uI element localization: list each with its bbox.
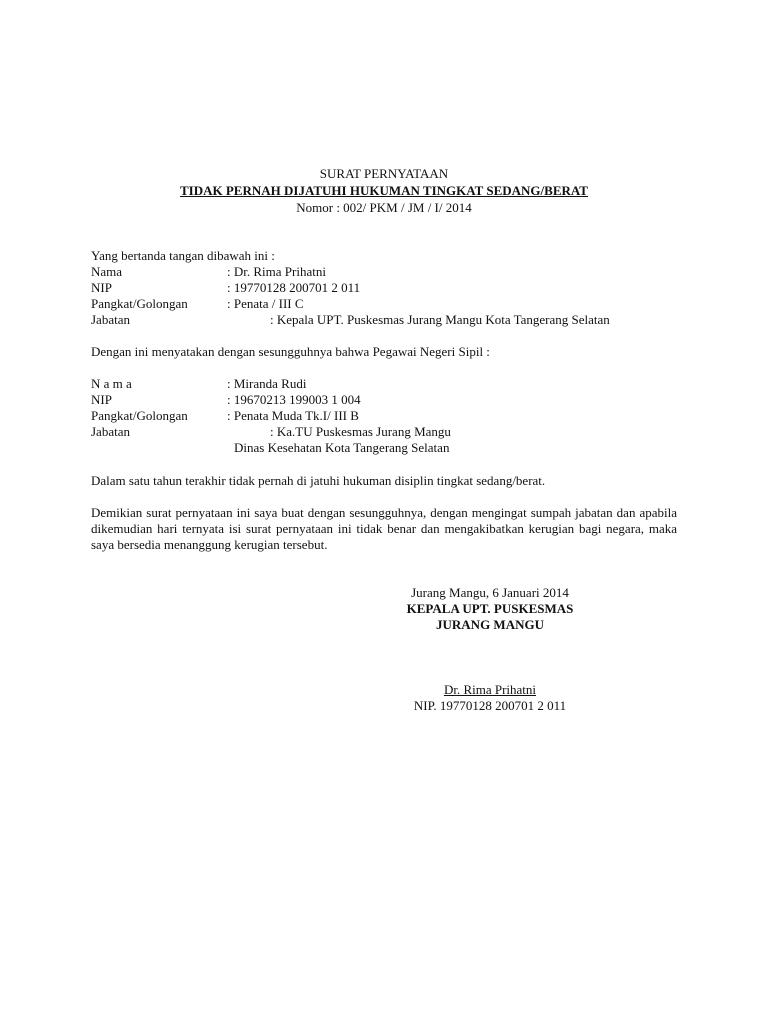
document-number: Nomor : 002/ PKM / JM / I/ 2014	[296, 200, 472, 215]
document-title: SURAT PERNYATAAN	[319, 166, 449, 181]
employee-name-label: N a m a	[91, 376, 132, 391]
signatory-nip-label: NIP	[91, 280, 112, 295]
signature-name: Dr. Rima Prihatni	[443, 682, 537, 697]
signatory-intro: Yang bertanda tangan dibawah ini :	[91, 248, 275, 263]
document-subtitle: TIDAK PERNAH DIJATUHI HUKUMAN TINGKAT SEDANG/BERAT	[180, 183, 588, 198]
employee-position-value: : Ka.TU Puskesmas Jurang Mangu	[270, 424, 451, 439]
signatory-name-label: Nama	[91, 264, 123, 279]
employee-nip-label: NIP	[91, 392, 112, 407]
signatory-rank-label: Pangkat/Golongan	[91, 296, 188, 311]
employee-position-label: Jabatan	[91, 424, 130, 439]
signatory-name-value: : Dr. Rima Prihatni	[227, 264, 326, 279]
signatory-position-value: : Kepala UPT. Puskesmas Jurang Mangu Kota Tangerang Selatan	[270, 312, 610, 327]
signature-place-date: Jurang Mangu, 6 Januari 2014	[411, 585, 569, 600]
signature-office-line2: JURANG MANGU	[436, 617, 544, 632]
closing-paragraph: Demikian surat pernyataan ini saya buat dengan sesungguhnya, dengan mengingat sumpah jabatan dan apabila dikemudian hari ternyata isi surat pernyataan ini tidak benar dan mengakibatkan kerugian bagi negara, maka saya bersedia menanggung kerugian tersebut.	[91, 505, 677, 552]
signature-nip: NIP. 19770128 200701 2 011	[413, 698, 567, 713]
employee-nip-value: : 19670213 199003 1 004	[227, 392, 361, 407]
signature-office-line1: KEPALA UPT. PUSKESMAS	[406, 601, 574, 616]
signatory-nip-value: : 19770128 200701 2 011	[227, 280, 361, 295]
employee-name-value: : Miranda Rudi	[227, 376, 307, 391]
signatory-rank-value: : Penata / III C	[227, 296, 304, 311]
employee-rank-label: Pangkat/Golongan	[91, 408, 188, 423]
signatory-position-label: Jabatan	[91, 312, 130, 327]
employee-rank-value: : Penata Muda Tk.I/ III B	[227, 408, 359, 423]
employee-intro: Dengan ini menyatakan dengan sesungguhnya bahwa Pegawai Negeri Sipil :	[91, 344, 490, 359]
statement-paragraph: Dalam satu tahun terakhir tidak pernah di jatuhi hukuman disiplin tingkat sedang/berat.	[91, 473, 546, 488]
employee-position-value-line2: Dinas Kesehatan Kota Tangerang Selatan	[234, 440, 450, 455]
